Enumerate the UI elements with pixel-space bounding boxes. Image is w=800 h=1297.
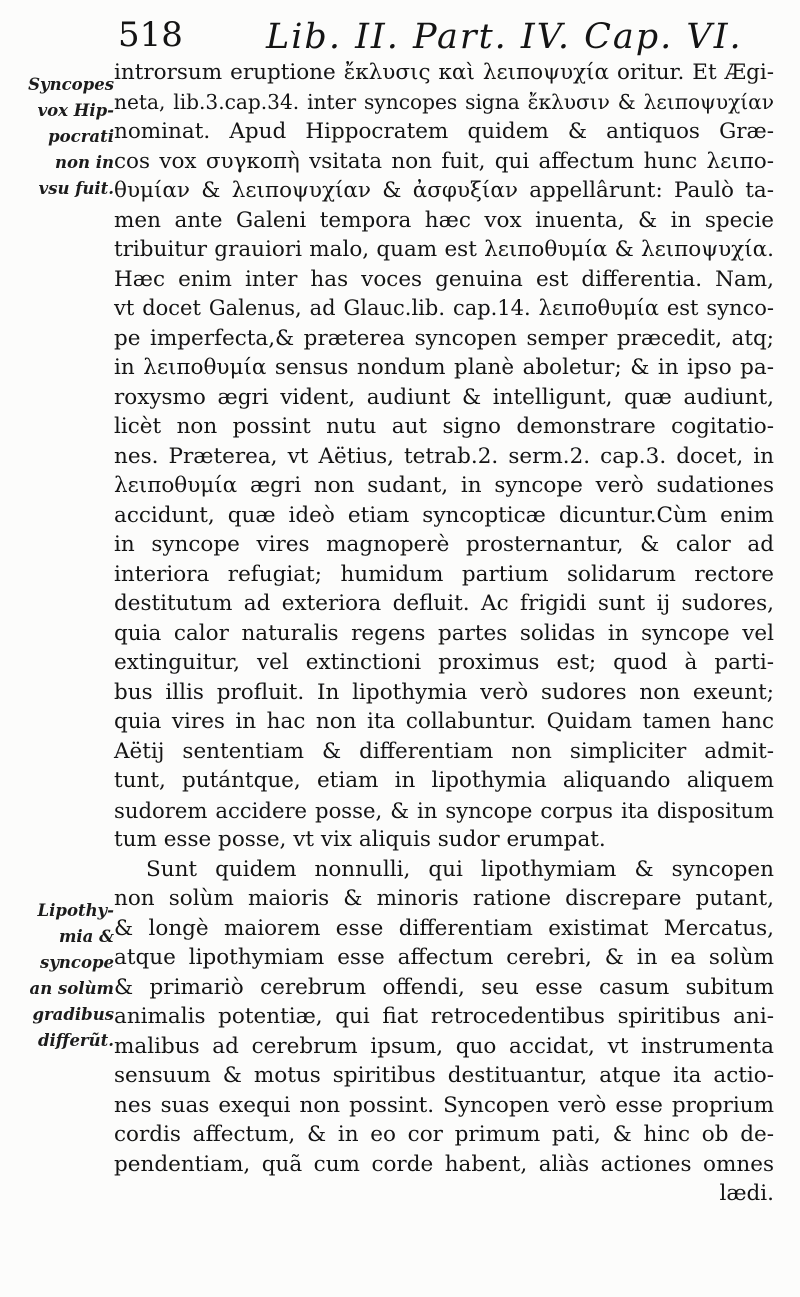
margin-note-line: mia & (58, 927, 114, 946)
margin-note-lipothymia (6, 898, 114, 1054)
text-line: neta, lib.3.cap.34. inter syncopes signa ἔκλυσιν & λειποψυχίαν (114, 89, 774, 114)
text-line: in syncope vires magnoperè prosternantur, & calor ad (114, 532, 774, 557)
text-line: sudorem accidere posse, & in syncope corpus ita dispositum (114, 797, 774, 823)
text-line: introrsum eruptione ἔκλυσις καὶ λειποψυχία oritur. Et Ægi- (114, 60, 774, 85)
text-line: atque lipothymiam esse affectum cerebri, & in ea solùm (114, 945, 774, 970)
margin-note-line: Syncopes (28, 75, 114, 94)
text-line: nominat. Apud Hippocratem quidem & antiquos Græ- (114, 119, 774, 144)
text-line: sensuum & motus spiritibus destituantur, atque ita actio- (114, 1063, 774, 1088)
text-line: quia calor naturalis regens partes solidas in syncope vel (114, 620, 774, 646)
text-line: cordis affectum, & in eo cor primum pati, & hinc ob de- (114, 1122, 774, 1147)
text-line: licèt non possint nutu aut signo demonstrare cogitatio- (114, 414, 774, 439)
text-line: extinguitur, vel extinctioni proximus est; quod à parti- (114, 650, 774, 675)
text-line: roxysmo ægri vident, audiunt & intelligunt, quæ audiunt, (114, 384, 774, 410)
text-line: pendentiam, quã cum corde habent, aliàs actiones omnes (114, 1151, 774, 1177)
text-line: Aëtij sententiam & differentiam non simpliciter admit- (114, 738, 774, 764)
text-line: cos vox συγκοπὴ vsitata non fuit, qui affectum hunc λειπο- (114, 148, 774, 174)
text-line: Sunt quidem nonnulli, qui lipothymiam & syncopen (146, 856, 774, 882)
margin-note-line: non in (54, 153, 114, 172)
margin-note-line: gradibus (32, 1005, 114, 1024)
text-line: θυμίαν & λειποψυχίαν & ἀσφυξίαν appellârunt: Paulò ta- (114, 178, 774, 203)
text-line: tunt, putántque, etiam in lipothymia aliquando aliquem (114, 768, 774, 793)
page-number: 518 (118, 15, 183, 55)
text-line: nes suas exequi non possint. Syncopen verò esse proprium (114, 1092, 774, 1118)
text-line: lædi. (719, 1181, 774, 1206)
margin-note-line: differũt. (37, 1031, 114, 1050)
text-line: animalis potentiæ, qui fiat retrocedentibus spiritibus ani- (114, 1004, 774, 1029)
text-line: accidunt, quæ ideò etiam syncopticæ dicuntur.Cùm enim (114, 502, 774, 528)
text-line: interiora refugiat; humidum partium solidarum rectore (114, 561, 774, 587)
margin-note-syncopes (6, 72, 114, 202)
text-line: Hæc enim inter has voces genuina est differentia. Nam, (114, 266, 774, 292)
margin-note-line: syncope (40, 953, 114, 972)
text-line: quia vires in hac non ita collabuntur. Quidam tamen hanc (114, 709, 774, 734)
text-line: men ante Galeni tempora hæc vox inuenta, & in specie (114, 207, 774, 233)
text-line: pe imperfecta,& præterea syncopen semper præcedit, atq; (114, 325, 774, 351)
text-line: malibus ad cerebrum ipsum, quo accidat, vt instrumenta (114, 1033, 774, 1059)
text-line: bus illis profluit. In lipothymia verò sudores non exeunt; (114, 679, 774, 705)
margin-note-line: vsu fuit. (38, 179, 114, 198)
text-line: non solùm maioris & minoris ratione discrepare putant, (114, 886, 774, 911)
text-line: & longè maiorem esse differentiam existimat Mercatus, (114, 915, 774, 941)
margin-note-line: pocrati (48, 127, 114, 146)
page-header (118, 12, 758, 62)
text-line: tum esse posse, vt vix aliquis sudor erumpat. (114, 827, 606, 852)
text-line: λειποθυμία ægri non sudant, in syncope verò sudationes (114, 473, 774, 498)
text-line: vt docet Galenus, ad Glauc.lib. cap.14. λειποθυμία est synco- (114, 296, 774, 320)
text-line: tribuitur grauiori malo, quam est λειποθυμία & λειποψυχία. (114, 237, 774, 262)
text-line: & primariò cerebrum offendi, seu esse casum subitum (114, 974, 774, 1000)
text-line: nes. Præterea, vt Aëtius, tetrab.2. serm.2. cap.3. docet, in (114, 443, 774, 469)
margin-note-line: vox Hip- (37, 101, 114, 120)
margin-note-line: an solùm (29, 979, 114, 998)
text-line: destitutum ad exteriora defluit. Ac frigidi sunt ij sudores, (114, 591, 774, 616)
text-line: in λειποθυμία sensus nondum planè aboletur; & in ipso pa- (114, 355, 774, 380)
margin-note-line: Lipothy- (37, 901, 114, 920)
body-text (114, 58, 774, 1209)
running-title: Lib. II. Part. IV. Cap. VI. (266, 17, 743, 57)
